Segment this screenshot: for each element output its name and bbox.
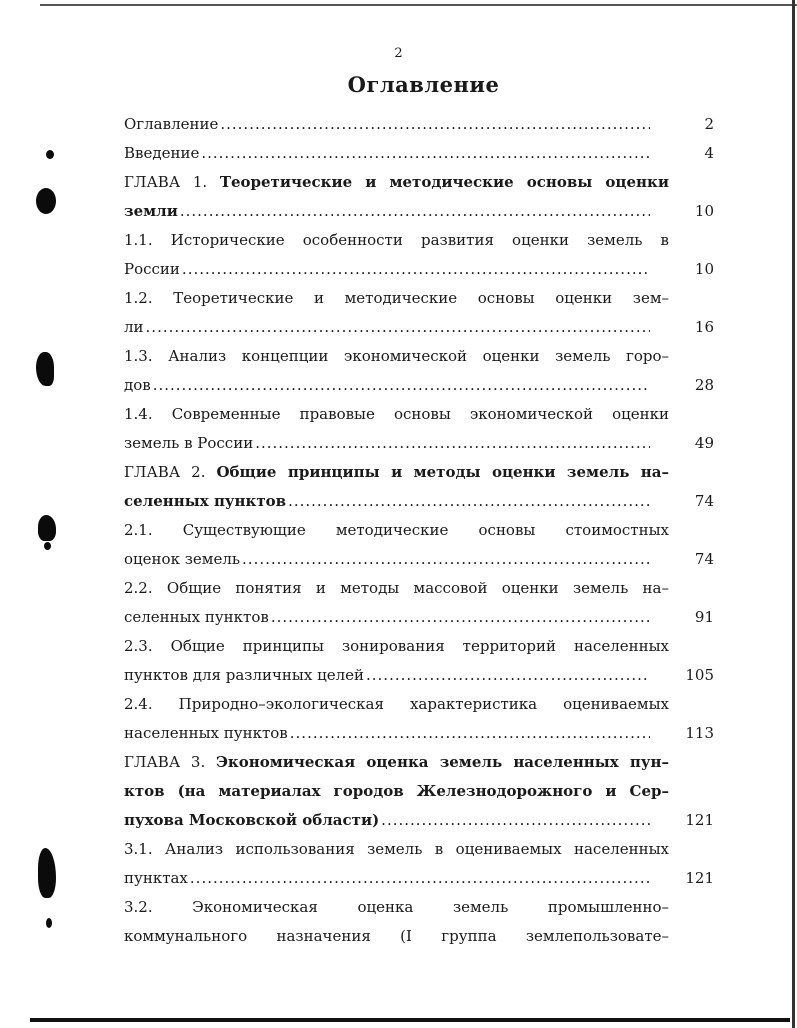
toc-page-number: 91 (694, 608, 714, 626)
toc-entry[interactable] (124, 893, 714, 951)
toc-entry-line (124, 516, 669, 545)
binding-hole-mark (44, 542, 51, 550)
toc-entry-text: 3.1. Анализ использования земель в оцениваемых населенных (124, 840, 669, 858)
page-number: 2 (394, 46, 403, 61)
toc-entry-text: коммунального назначения (I группа землепользовате– (124, 927, 669, 945)
dot-leader (271, 603, 650, 632)
toc-entry-last-line (124, 864, 714, 893)
toc-entry-text: населенных пунктов (124, 724, 288, 742)
toc-entry-line (124, 777, 669, 806)
toc-page-number: 2 (704, 115, 714, 133)
page-title: Оглавление (347, 72, 500, 97)
toc-entry[interactable] (124, 284, 714, 342)
toc-entry[interactable] (124, 168, 714, 226)
toc-entry-text: оценок земель (124, 550, 241, 568)
toc-entry-text: ГЛАВА 3. (124, 753, 216, 771)
toc-page-number: 16 (694, 318, 714, 336)
toc-entry-text: земли (124, 202, 178, 220)
toc-entry-text: 1.3. Анализ концепции экономической оценки земель горо– (124, 347, 669, 365)
toc-entry[interactable] (124, 632, 714, 690)
toc-page-number: 105 (685, 666, 714, 684)
dot-leader (381, 806, 650, 835)
toc-entry-text: ктов (на материалах городов Железнодорожного и Сер– (124, 782, 669, 800)
toc-entry-text: ГЛАВА 1. (124, 173, 220, 191)
toc-entry-line (124, 632, 669, 661)
toc-entry-last-line (124, 197, 714, 226)
toc-entry-line (124, 574, 669, 603)
dot-leader (288, 487, 650, 516)
toc-page-number: 10 (694, 202, 714, 220)
toc-entry-text: 1.4. Современные правовые основы экономической оценки (124, 405, 669, 423)
toc-entry-last-line (124, 429, 714, 458)
toc-entry[interactable] (124, 516, 714, 574)
toc-entry-text: 2.2. Общие понятия и методы массовой оценки земель на– (124, 579, 669, 597)
toc-page-number: 10 (694, 260, 714, 278)
toc-entry-line (124, 168, 669, 197)
binding-hole-mark (36, 352, 54, 386)
toc-page-number: 121 (685, 869, 714, 887)
binding-hole-mark (46, 150, 54, 159)
toc-entry-last-line (124, 603, 714, 632)
toc-entry-last-line (124, 110, 714, 139)
toc-entry-line (124, 458, 669, 487)
dot-leader (290, 719, 650, 748)
toc-entry-text: Теоретические и методические основы оценки (219, 173, 669, 191)
toc-page-number: 121 (685, 811, 714, 829)
toc-page-number: 4 (704, 144, 714, 162)
toc-entry-last-line (124, 313, 714, 342)
toc-entry-line (124, 342, 669, 371)
dot-leader (220, 110, 650, 139)
dot-leader (153, 371, 650, 400)
dot-leader (366, 661, 650, 690)
toc-entry-text: земель в России (124, 434, 254, 452)
scan-edge-bottom (30, 1018, 790, 1022)
toc-entry-last-line (124, 371, 714, 400)
toc-entry-text: Экономическая оценка земель населенных пун– (215, 753, 669, 771)
scan-edge-right (792, 0, 795, 1028)
toc-entry-text: 1.1. Исторические особенности развития оценки земель в (124, 231, 669, 249)
toc-entry-text: 2.4. Природно–экологическая характеристика оцениваемых (124, 695, 669, 713)
toc-page-number: 49 (694, 434, 714, 452)
toc-entry-line (124, 835, 669, 864)
toc-entry[interactable] (124, 835, 714, 893)
toc-entry[interactable] (124, 110, 714, 139)
toc-entry[interactable] (124, 458, 714, 516)
toc-entry-line (124, 690, 669, 719)
toc-entry-text: Введение (124, 144, 200, 162)
toc-page-number: 74 (694, 550, 714, 568)
toc-entry-text: 3.2. Экономическая оценка земель промышленно– (124, 898, 669, 916)
binding-hole-mark (36, 188, 56, 214)
toc-entry-last-line (124, 487, 714, 516)
toc-entry[interactable] (124, 342, 714, 400)
toc-entry-line (124, 922, 669, 951)
toc-entry[interactable] (124, 574, 714, 632)
toc-entry-text: селенных пунктов (124, 492, 287, 510)
toc-page-number: 74 (694, 492, 714, 510)
toc-entry-text: пухова Московской области) (124, 811, 380, 829)
toc-entry-line (124, 226, 669, 255)
binding-hole-mark (38, 515, 56, 541)
dot-leader (242, 545, 650, 574)
toc-entry-last-line (124, 255, 714, 284)
dot-leader (255, 429, 650, 458)
toc-entry-text: Общие принципы и методы оценки земель на– (216, 463, 670, 481)
toc-entry-text: 1.2. Теоретические и методические основы оценки зем– (124, 289, 669, 307)
toc-entry[interactable] (124, 139, 714, 168)
dot-leader (190, 864, 650, 893)
dot-leader (182, 255, 650, 284)
toc-entry-text: селенных пунктов (124, 608, 269, 626)
toc-entry-line (124, 893, 669, 922)
toc-entry[interactable] (124, 748, 714, 835)
binding-hole-mark (38, 848, 56, 898)
scan-edge-top (40, 4, 797, 6)
toc-entry[interactable] (124, 226, 714, 284)
toc-entry-line (124, 400, 669, 429)
toc-entry-text: пунктов для различных целей (124, 666, 364, 684)
toc-page-number: 28 (694, 376, 714, 394)
toc-entry-last-line (124, 806, 714, 835)
toc-entry-last-line (124, 545, 714, 574)
dot-leader (146, 313, 650, 342)
toc-entry-text: 2.3. Общие принципы зонирования территорий населенных (124, 637, 669, 655)
dot-leader (201, 139, 650, 168)
toc-entry-last-line (124, 661, 714, 690)
toc-entry-text: пунктах (124, 869, 188, 887)
toc-entry-text: ли (124, 318, 144, 336)
table-of-contents (124, 110, 714, 951)
toc-entry[interactable] (124, 690, 714, 748)
toc-entry-text: 2.1. Существующие методические основы стоимостных (124, 521, 669, 539)
dot-leader (180, 197, 650, 226)
toc-entry-text: дов (124, 376, 151, 394)
toc-entry[interactable] (124, 400, 714, 458)
toc-entry-text: России (124, 260, 180, 278)
toc-entry-line (124, 284, 669, 313)
toc-entry-text: ГЛАВА 2. (124, 463, 217, 481)
toc-entry-text: Оглавление (124, 115, 219, 133)
toc-page-number: 113 (685, 724, 714, 742)
toc-entry-last-line (124, 139, 714, 168)
binding-hole-mark (46, 918, 52, 928)
toc-entry-last-line (124, 719, 714, 748)
toc-entry-line (124, 748, 669, 777)
